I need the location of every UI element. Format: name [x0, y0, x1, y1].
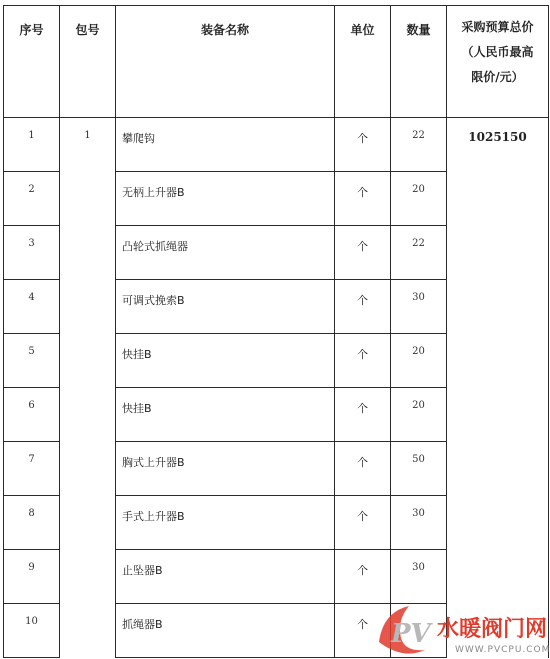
watermark-site-name: 水暖阀门网: [437, 617, 548, 642]
cell-seq: 9: [4, 550, 60, 604]
cell-seq: 8: [4, 496, 60, 550]
cell-name: 止坠器B: [116, 550, 335, 604]
cell-name: 攀爬钩: [116, 118, 335, 172]
cell-qty: 20: [391, 334, 447, 388]
cell-package: 1: [60, 118, 116, 658]
cell-seq: 5: [4, 334, 60, 388]
cell-budget-total: 1025150: [447, 118, 549, 658]
cell-qty: 20: [391, 172, 447, 226]
cell-qty: 30: [391, 496, 447, 550]
cell-unit: 个: [335, 334, 391, 388]
header-budget-line2: （人民币最高: [461, 45, 534, 59]
pv-logo-icon: [379, 606, 434, 654]
cell-qty: 22: [391, 118, 447, 172]
site-watermark: [375, 598, 550, 659]
cell-unit: 个: [335, 604, 391, 658]
cell-seq: 1: [4, 118, 60, 172]
cell-unit: 个: [335, 118, 391, 172]
header-qty: 数量: [391, 6, 447, 118]
header-name: 装备名称: [116, 6, 335, 118]
cell-name: 无柄上升器B: [116, 172, 335, 226]
header-budget-line1: 采购预算总价: [461, 20, 534, 34]
cell-seq: 7: [4, 442, 60, 496]
cell-qty: 22: [391, 226, 447, 280]
header-budget-line3: 限价/元）: [471, 70, 524, 84]
watermark-url: WWW.PVCPU.COM: [455, 645, 550, 655]
cell-name: 快挂B: [116, 388, 335, 442]
cell-seq: 6: [4, 388, 60, 442]
cell-qty: 50: [391, 442, 447, 496]
cell-name: 手式上升器B: [116, 496, 335, 550]
cell-unit: 个: [335, 550, 391, 604]
cell-name: 快挂B: [116, 334, 335, 388]
pv-logo-text: PV: [391, 619, 431, 649]
cell-name: 胸式上升器B: [116, 442, 335, 496]
header-row: [4, 6, 549, 118]
cell-unit: 个: [335, 496, 391, 550]
cell-unit: 个: [335, 172, 391, 226]
cell-qty: 20: [391, 388, 447, 442]
table-row: [4, 118, 549, 172]
cell-unit: 个: [335, 226, 391, 280]
cell-unit: 个: [335, 442, 391, 496]
cell-name: 可调式挽索B: [116, 280, 335, 334]
header-budget: [447, 6, 549, 118]
header-unit: 单位: [335, 6, 391, 118]
cell-unit: 个: [335, 388, 391, 442]
cell-name: 抓绳器B: [116, 604, 335, 658]
equipment-table: [3, 5, 549, 658]
cell-seq: 4: [4, 280, 60, 334]
cell-qty: 30: [391, 550, 447, 604]
cell-seq: 2: [4, 172, 60, 226]
header-seq: 序号: [4, 6, 60, 118]
cell-seq: 10: [4, 604, 60, 658]
header-package: 包号: [60, 6, 116, 118]
cell-unit: 个: [335, 280, 391, 334]
cell-qty: 30: [391, 280, 447, 334]
cell-seq: 3: [4, 226, 60, 280]
cell-name: 凸轮式抓绳器: [116, 226, 335, 280]
